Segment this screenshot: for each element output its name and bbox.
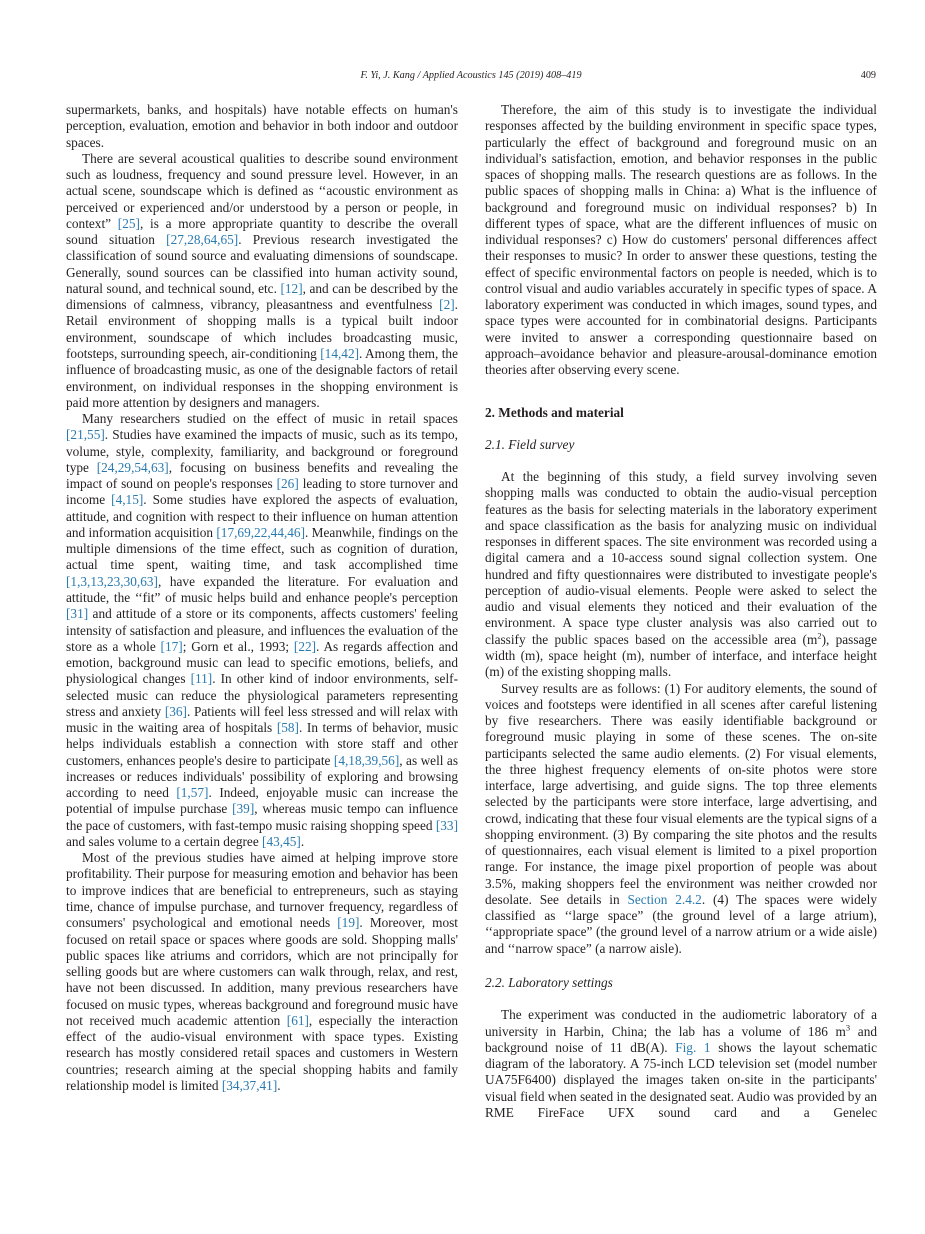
text-run: . Studies have examined the impacts of music, such as its tempo, volume, style, complexity, familiarity, and background or foreground type — [66, 427, 458, 475]
paragraph — [485, 1007, 877, 1121]
text-run: , especially the interaction effect of the audio-visual environment with space types. Existing research has mostly considered retail spaces and customers in Western countries; research aiming at the special shopping habits and family relationship model is limited — [66, 1012, 458, 1093]
paragraph — [66, 151, 458, 411]
citation-link[interactable]: [34,37,41] — [221, 1077, 278, 1093]
citation-link[interactable]: [1,57] — [176, 785, 209, 801]
citation-link[interactable]: [19] — [337, 915, 360, 931]
text-run: . As regards affection and emotion, background music can lead to specific emotions, beliefs, and physiological changes — [66, 638, 458, 687]
right-column — [485, 102, 877, 1121]
citation-link[interactable]: [22] — [293, 638, 317, 654]
citation-link[interactable]: [24,29,54,63] — [96, 459, 169, 475]
text-run: supermarkets, banks, and hospitals) have notable effects on human's perception, evaluation, emotion and behavior in both indoor and outdoor spaces. — [66, 102, 458, 150]
running-title: F. Yi, J. Kang / Applied Acoustics 145 (2019) 408–419 — [360, 70, 582, 81]
text-run: . In other kind of indoor environments, self-selected music can reduce the physiological parameters representing stress and anxiety — [66, 671, 458, 719]
text-run: leading to store turnover and income — [66, 476, 458, 508]
citation-link[interactable]: [4,15] — [111, 492, 144, 508]
text-run: . Meanwhile, findings on the multiple dimensions of the time effect, such as cognition of duration, actual time spent, waiting time, and task accomplished time — [66, 524, 458, 573]
citation-link[interactable]: [39] — [232, 801, 255, 817]
text-run: , and can be described by the dimensions of calmness, vibrancy, pleasantness and eventfulness — [66, 280, 458, 313]
paragraph — [485, 469, 877, 680]
superscript: 2 — [817, 630, 822, 641]
text-run: shows the layout schematic diagram of the laboratory. A 75-inch LCD television set (model number UA75F6400) displayed the images taken on-site in the participants' visual field when seated in the designated seat. Audio was provided by an RME FireFace UFX sound card and a Genelec — [485, 1039, 877, 1120]
text-run: , focusing on business benefits and revealing the impact of sound on people's responses — [66, 459, 458, 492]
citation-link[interactable]: [14,42] — [320, 345, 360, 361]
text-run: . Some studies have explored the aspects of evaluation, attitude, and cognition with respect to their influence on human attention and information acquisition — [66, 492, 458, 540]
text-run: The experiment was conducted in the audiometric laboratory of a university in Harbin, China; the lab has a volume of 186 m — [485, 1007, 877, 1039]
text-run: , have expanded the literature. For evaluation and attitude, the ‘‘fit” of music helps build and enhance people's perception — [66, 573, 458, 605]
text-run: , as well as increases or reduces individuals' possibility of exploring and browsing according to need — [66, 752, 458, 801]
text-run: . Patients will feel less stressed and will relax with music in the waiting area of hospitals — [66, 703, 458, 736]
paragraph — [66, 850, 458, 1094]
text-run: ; Gorn et al., 1993; — [182, 638, 294, 654]
citation-link[interactable]: [1,3,13,23,30,63] — [66, 573, 158, 589]
text-run: . Moreover, most focused on retail space or spaces where goods are sold. Shopping malls' public spaces like atriums and corridors, which are not principally for selling goods but are where customers can walk through, relax, and rest, have not been discussed. In addition, many previous researchers have focused on music types, whereas background and foreground music have not received much academic attention — [66, 915, 458, 1028]
text-run: . (4) The spaces were widely classified as ‘‘large space” (the ground level of a large atrium), ‘‘appropriate space” (the ground level of a narrow atrium or a wide aisle) and ‘‘narrow space” (a narrow aisle). — [485, 891, 877, 956]
text-run: Most of the previous studies have aimed at helping improve store profitability. Their purpose for measuring emotion and behavior has been to improve indices that are beneficial to entrepreneurs, such as staying time, chance of impulse purchase, and turnover frequency, regardless of consumers' psychological and emotional needs — [66, 850, 458, 931]
page-number: 409 — [860, 70, 876, 81]
text-run: Survey results are as follows: (1) For auditory elements, the sound of voices and footsteps were identified in all scenes after careful listening by five researchers. There was easily identifiable background or foreground music playing in some of these scenes. The on-site participants selected the same audio elements. (2) For visual elements, the three highest frequency elements of on-site photos were store interface, large advertising, and guide signs. The top three elements selected by the participants were store interface, large advertising, and crowd, indicating that these four visual elements are the typical signs of a shopping environment. (3) By comparing the site photos and the results of questionnaires, each visual element is limited to a pixel proportion range. For instance, the image pixel proportion of people was about 3.5%, making shoppers feel the environment was neither crowded nor desolate. See details in — [485, 680, 877, 907]
section-heading: 2. Methods and material — [485, 404, 624, 420]
citation-link[interactable]: [21,55] — [66, 427, 105, 443]
text-run: . Retail environment of shopping malls is a typical built indoor environment, soundscape of which includes broadcasting music, footsteps, surrounding speech, air-conditioning — [66, 297, 458, 361]
citation-link[interactable]: [27,28,64,65] — [166, 232, 239, 248]
text-run: . — [277, 1077, 281, 1093]
citation-link[interactable]: [61] — [286, 1012, 309, 1028]
paragraph — [66, 102, 458, 151]
text-run: . Indeed, enjoyable music can increase the potential of impulse purchase — [66, 785, 458, 817]
text-run: . Among them, the influence of broadcasting music, as one of the designable factors of retail environment, on individual responses in the shopping environment is paid more attention by designers and managers. — [66, 345, 458, 410]
citation-link[interactable]: [31] — [66, 606, 89, 622]
citation-link[interactable]: [11] — [190, 671, 213, 687]
citation-link[interactable]: [25] — [117, 215, 140, 231]
subsection-heading: 2.2. Laboratory settings — [485, 975, 613, 991]
text-run: , is a more appropriate quantity to describe the overall sound situation — [66, 215, 458, 248]
citation-link[interactable]: [58] — [276, 720, 299, 736]
text-run: . — [300, 833, 305, 849]
citation-link[interactable]: [43,45] — [262, 833, 301, 849]
citation-link[interactable]: [36] — [164, 703, 187, 719]
citation-link[interactable]: Section 2.4.2 — [627, 891, 702, 907]
text-run: At the beginning of this study, a field survey involving seven shopping malls was conducted to obtain the audio-visual perception features as the basis for selecting materials in the laboratory experiment and space classification as the basis for analyzing music on individual responses in different spaces. The site environment was recorded using a digital camera and a 10-access sound signal collection system. One hundred and fifty questionnaires were distributed to investigate people's perception of audio-visual elements. People were asked to select the audio and visual elements they noticed and their evaluation of the environment. A space type cluster analysis was also carried out to classify the public spaces based on the accessible area (m — [485, 469, 877, 647]
page-header — [66, 70, 876, 86]
subsection-heading: 2.1. Field survey — [485, 436, 575, 452]
text-run: and attitude of a store or its components, affects customers' feeling intensity of satisfaction and pleasure, and influences the evaluation of the store as a whole — [66, 606, 458, 654]
citation-link[interactable]: Fig. 1 — [675, 1039, 711, 1055]
text-run: Therefore, the aim of this study is to investigate the individual responses affected by the building environment in specific space types, particularly the effect of background and foreground music on an individual's satisfaction, emotion, and behavior responses in the public spaces of shopping malls. The research questions are as follows. In the public spaces of shopping malls in China: a) What is the influence of background and foreground music on individual responses? b) In different types of space, what are the different influences of music on individual responses? c) How do customers' personal differences affect their responses to music? In order to answer these questions, testing the effect of specific environmental factors on people is needed, which is to control visual and audio variables accurately in specific types of space. A laboratory experiment was conducted in which images, sound types, and space types were accounted for in combinatorial designs. Participants were invited to answer a corresponding questionnaire based on approach–avoidance behavior and pleasure-arousal-dominance emotion theories after observing every scene. — [485, 102, 877, 378]
left-column — [66, 102, 458, 1094]
text-run: There are several acoustical qualities to describe sound environment such as loudness, frequency and sound pressure level. However, in an actual scene, soundscape which is defined as ‘‘acoustic environment as perceived or experienced and/or understood by a person or people, in context” — [66, 150, 458, 231]
text-run: ), passage width (m), space height (m), number of interface, and interface height (m) of the existing shopping malls. — [485, 631, 877, 680]
paragraph — [485, 681, 877, 958]
superscript: 3 — [845, 1022, 851, 1033]
citation-link[interactable]: [12] — [280, 280, 303, 296]
paragraph — [485, 102, 877, 379]
paragraph — [66, 411, 458, 850]
text-run: . In terms of behavior, music helps individuals establish a connection with store staff and other customers, enhances people's desire to participate — [66, 720, 458, 768]
citation-link[interactable]: [2] — [439, 297, 455, 313]
citation-link[interactable]: [33] — [435, 817, 458, 833]
text-run: . Previous research investigated the classification of sound source and evaluating dimensions of soundscape. Generally, sound sources can be classified into human activity sound, natural sound, and technical sound, etc. — [66, 232, 458, 296]
text-run: and sales volume to a certain degree — [66, 833, 263, 849]
text-run: and background noise of 11 dB(A). — [485, 1023, 877, 1055]
text-run: Many researchers studied on the effect of music in retail spaces — [82, 411, 458, 427]
citation-link[interactable]: [17,69,22,44,46] — [216, 524, 306, 540]
citation-link[interactable]: [17] — [160, 638, 183, 654]
text-run: , whereas music tempo can influence the pace of customers, with fast-tempo music raising shopping speed — [66, 801, 458, 833]
citation-link[interactable]: [4,18,39,56] — [333, 752, 400, 768]
citation-link[interactable]: [26] — [276, 476, 299, 492]
